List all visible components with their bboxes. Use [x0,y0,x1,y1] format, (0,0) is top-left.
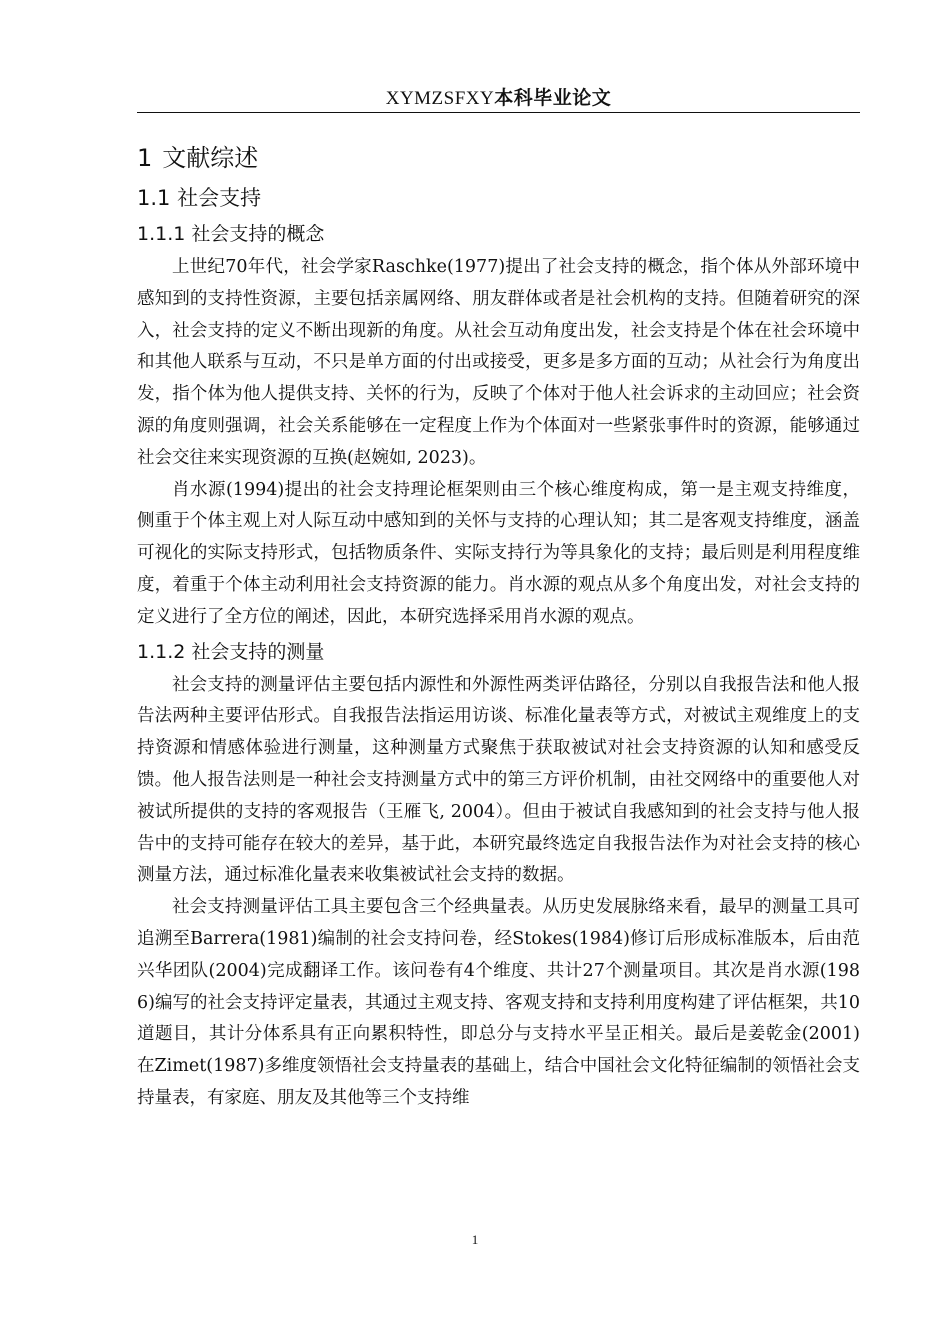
chapter-title: 文献综述 [162,144,259,172]
running-header [137,84,860,113]
header-cjk-text: 本科毕业论文 [494,87,612,109]
subsection-heading-concept: 1.1.1 社会支持的概念 [137,223,325,245]
header-rule [137,112,860,113]
subsection-heading-measurement: 1.1.2 社会支持的测量 [137,640,325,663]
chapter-number: 1 [137,144,153,172]
paragraph: 社会支持的测量评估主要包括内源性和外源性两类评估路径，分别以自我报告法和他人报告法两种主要评估形式。自我报告法指运用访谈、标准化量表等方式，对被试主观维度上的支持资源和情感体验进行测量，这种测量方式聚焦于获取被试对社会支持资源的认知和感受反馈。他人报告法则是一种社会支持测量方式中的第三方评价机制，由社交网络中的重要他人对被试所提供的支持的客观报告（王雁飞, 2004）。但由于被试自我感知到的社会支持与他人报告中的支持可能存在较大的差异，基于此，本研究最终选定自我报告法作为对社会支持的核心测量方法，通过标准化量表来收集被试社会支持的数据。 [137,674,860,886]
paragraph: 社会支持测量评估工具主要包含三个经典量表。从历史发展脉络来看，最早的测量工具可追溯至Barrera(1981)编制的社会支持问卷，经Stokes(1984)修订后形成标准版本，后由范兴华团队(2004)完成翻译工作。该问卷有4个维度、共计27个测量项目。其次是肖水源(1986)编写的社会支持评定量表，其通过主观支持、客观支持和支持利用度构建了评估框架，共10道题目，其计分体系具有正向累积特性，即总分与支持水平呈正相关。最后是姜乾金(2001)在Zimet(1987)多维度领悟社会支持量表的基础上，结合中国社会文化特征编制的领悟社会支持量表，有家庭、朋友及其他等三个支持维 [137,897,860,1108]
body-content [137,136,860,1115]
page-number: 1 [471,1232,479,1247]
chapter-heading [137,136,860,180]
section-heading: 1.1 社会支持 [137,186,262,210]
paragraph: 上世纪70年代，社会学家Raschke(1977)提出了社会支持的概念，指个体从外部环境中感知到的支持性资源，主要包括亲属网络、朋友群体或者是社会机构的支持。但随着研究的深入，社会支持的定义不断出现新的角度。从社会互动角度出发，社会支持是个体在社会环境中和其他人联系与互动，不只是单方面的付出或接受，更多是多方面的互动；从社会行为角度出发，指个体为他人提供支持、关怀的行为，反映了个体对于他人社会诉求的主动回应；社会资源的角度则强调，社会关系能够在一定程度上作为个体面对一些紧张事件时的资源，能够通过社会交往来实现资源的互换(赵婉如, 2023)。 [137,257,860,468]
header-latin-text: XYMZSFXY [385,88,495,109]
paragraph: 肖水源(1994)提出的社会支持理论框架则由三个核心维度构成，第一是主观支持维度，侧重于个体主观上对人际互动中感知到的关怀与支持的心理认知；其二是客观支持维度，涵盖可视化的实际支持形式，包括物质条件、实际支持行为等具象化的支持；最后则是利用程度维度，着重于个体主动利用社会支持资源的能力。肖水源的观点从多个角度出发，对社会支持的定义进行了全方位的阐述，因此，本研究选择采用肖水源的观点。 [137,479,860,627]
